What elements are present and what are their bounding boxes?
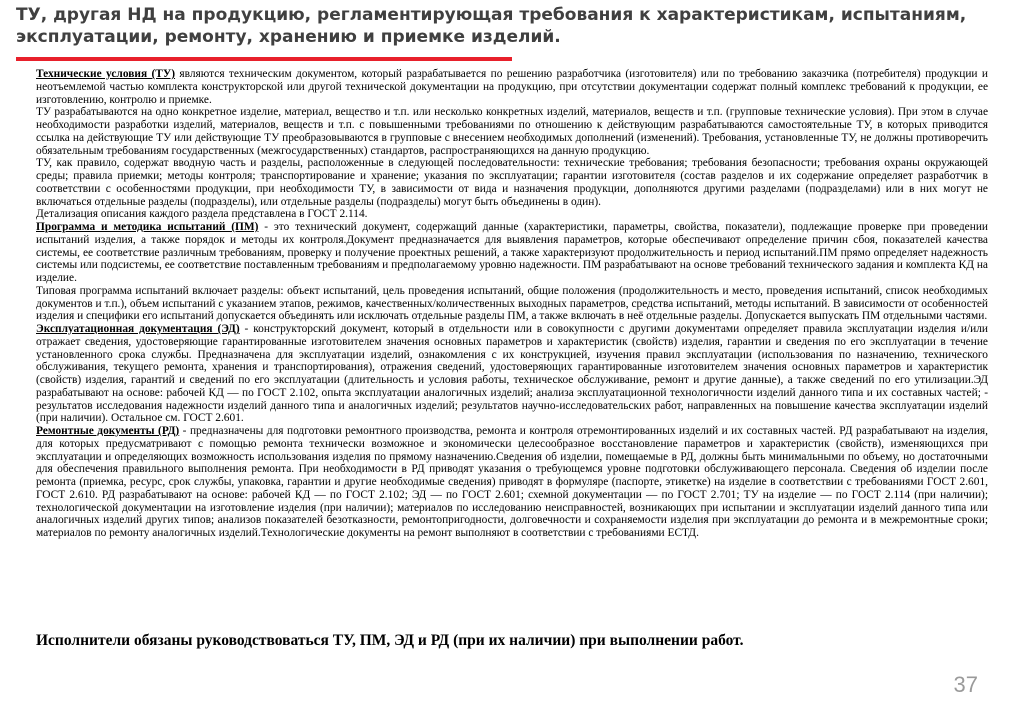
- paragraph-text: ТУ, как правило, содержат вводную часть и разделы, расположенные в следующей последовательности: технические требования; требования безопасности; требования охраны окружающей среды; правила приемки; методы контроля; транспортирование и хранение; указания по эксплуатации; гарантии изготовителя (состав разделов и их содержание определяет разработчик в соответствии с особенностями продукции, при необходимости ТУ, в зависимости от вида и назначения продукции, дополняются другими разделами (подразделами) или в них могут не включаться отдельные разделы (подразделы), или отдельные разделы (подразделы) могут быть объединены в один).: [36, 157, 988, 208]
- term-ed: Эксплуатационная документация (ЭД): [36, 323, 240, 335]
- paragraph-rd: [36, 425, 988, 540]
- term-pm: Программа и методика испытаний (ПМ): [36, 221, 259, 233]
- title-underline: [16, 57, 512, 61]
- paragraph-text: являются техническим документом, который разрабатывается по решению разработчика (изготовителя) или по требованию заказчика (потребителя) продукции и неотъемлемой частью комплекта конструкторской или другой технической документации на продукцию, при отсутствии документации содержат полный комплекс требований к продукции, ее изготовлению, контролю и приемке.: [36, 68, 988, 106]
- paragraph-text: - предназначены для подготовки ремонтного производства, ремонта и контроля отремонтированных изделий и их составных частей. РД разрабатывают на изделия, для которых предусматривают с помощью ремонта технически возможное и экономически целесообразное восстановление параметров и характеристик (свойств), изменяющихся при эксплуатации и определяющих возможность использования изделия по прямому назначению.Сведения об изделии, помещаемые в РД, должны быть минимальными по объему, но достаточными для обеспечения правильного выполнения ремонта. При необходимости в РД приводят указания о требующемся уровне подготовки обслуживающего персонала. Сведения об изделии после ремонта (приемка, ресурс, срок службы, упаковка, гарантии и другие необходимые сведения) приводят в формуляре (паспорте, этикетке) на изделие в соответствии с требованиями ГОСТ 2.601, ГОСТ 2.610. РД разрабатывают на основе: рабочей КД — по ГОСТ 2.102; ЭД — по ГОСТ 2.601; схемной документации — по ГОСТ 2.701; ТУ на изделие — по ГОСТ 2.114 (при наличии); технологической документации на изготовление изделия (при наличии); материалов по исследованию неисправностей, возникающих при испытании и эксплуатации изделий данного типа или аналогичных изделий других типов; анализов показателей безотказности, ремонтопригодности, долговечности и сохраняемости изделия при эксплуатации до ремонта и в межремонтные сроки; материалов по ремонту аналогичных изделий.Технологические документы на ремонт выполняют в соответствии с требованиями ЕСТД.: [36, 425, 988, 539]
- paragraph-text: - конструкторский документ, который в отдельности или в совокупности с другими документами определяет правила эксплуатации изделия и/или отражает сведения, удостоверяющие гарантированные изготовителем значения основных параметров и характеристик (свойств) изделия, гарантии и сведения по его эксплуатации в течение установленного срока службы. Предназначена для эксплуатации изделий, ознакомления с их конструкцией, изучения правил эксплуатации (использования по назначению, технического обслуживания, текущего ремонта, хранения и транспортирования), отражения сведений, удостоверяющих гарантированные изготовителем значения основных параметров и характеристик (свойств) изделия, гарантий и сведений по его эксплуатации (длительность и условия работы, техническое обслуживание, ремонт и другие данные), а также сведений по его утилизации.ЭД разрабатывают на основе: рабочей КД — по ГОСТ 2.102, опыта эксплуатации аналогичных изделий; анализа эксплуатационной технологичности изделий данного типа и их составных частей; - результатов исследования надежности изделий данного типа и аналогичных изделий; результатов научно-исследовательских работ, направленных на повышение качества эксплуатации изделий (при наличии). Остальное см. ГОСТ 2.601.: [36, 323, 988, 425]
- slide-title: ТУ, другая НД на продукцию, регламентирующая требования к характеристикам, испытаниям, эксплуатации, ремонту, хранению и приемке изделий.: [16, 5, 967, 47]
- paragraph-text: ТУ разрабатываются на одно конкретное изделие, материал, вещество и т.п. или несколько конкретных изделий, материалов, веществ и т.п. (групповые технические условия). При этом в случае необходимости разработки изделий, материалов, веществ и т.п. с повышенными требованиями по отношению к действующим разрабатываются самостоятельные ТУ, в которых приводится ссылка на действующие ТУ или действующие ТУ преобразовываются в групповые с внесением необходимых дополнений (изменений). Требования, установленные ТУ, не должны противоречить обязательным требованиям государственных (межгосударственных) стандартов, распространяющихся на данную продукцию.: [36, 106, 988, 157]
- paragraph-tu-detail: [36, 208, 988, 221]
- paragraph-ed: [36, 323, 988, 425]
- conclusion-text: Исполнители обязаны руководствоваться ТУ, ПМ, ЭД и РД (при их наличии) при выполнении работ.: [36, 632, 744, 649]
- body-text: [36, 68, 988, 540]
- paragraph-pm-sections: [36, 285, 988, 323]
- paragraph-pm: [36, 221, 988, 285]
- paragraph-tu: [36, 68, 988, 106]
- paragraph-tu-scope: [36, 106, 988, 157]
- term-tu: Технические условия (ТУ): [36, 68, 176, 80]
- paragraph-text: - это технический документ, содержащий данные (характеристики, параметры, свойства, показатели), подлежащие проверке при проведении испытаний изделия, а также порядок и методы их контроля.Документ предназначается для выявления параметров, которые обеспечивают определение причин сбоя, показателей качества системы, ее соответствие различным требованиям, проверку и получение проектных решений, а также характеризуют продолжительность и период испытаний.ПМ прямо определяет надежность системы или подсистемы, ее соответствие поставленным требованиям и предполагаемому уровню надежности. ПМ разрабатывают на основе требований технического задания и комплекта КД на изделие.: [36, 221, 989, 284]
- paragraph-tu-structure: [36, 157, 988, 208]
- term-rd: Ремонтные документы (РД): [36, 425, 180, 437]
- paragraph-text: Типовая программа испытаний включает разделы: объект испытаний, цель проведения испытаний, общие положения (продолжительность и место, проведения испытаний, список необходимых документов и т.п.), объем испытаний с указанием этапов, режимов, качественных/количественных выходных параметров, средства испытаний, методы испытаний. В зависимости от особенностей изделия и специфики его испытаний допускается объединять или исключать отдельные разделы ПМ, а также включать в неё отдельные разделы. Допускается выпускать ПМ отдельными частями.: [36, 284, 988, 323]
- paragraph-text: Детализация описания каждого раздела представлена в ГОСТ 2.114.: [36, 208, 368, 221]
- page-number: 37: [953, 672, 978, 697]
